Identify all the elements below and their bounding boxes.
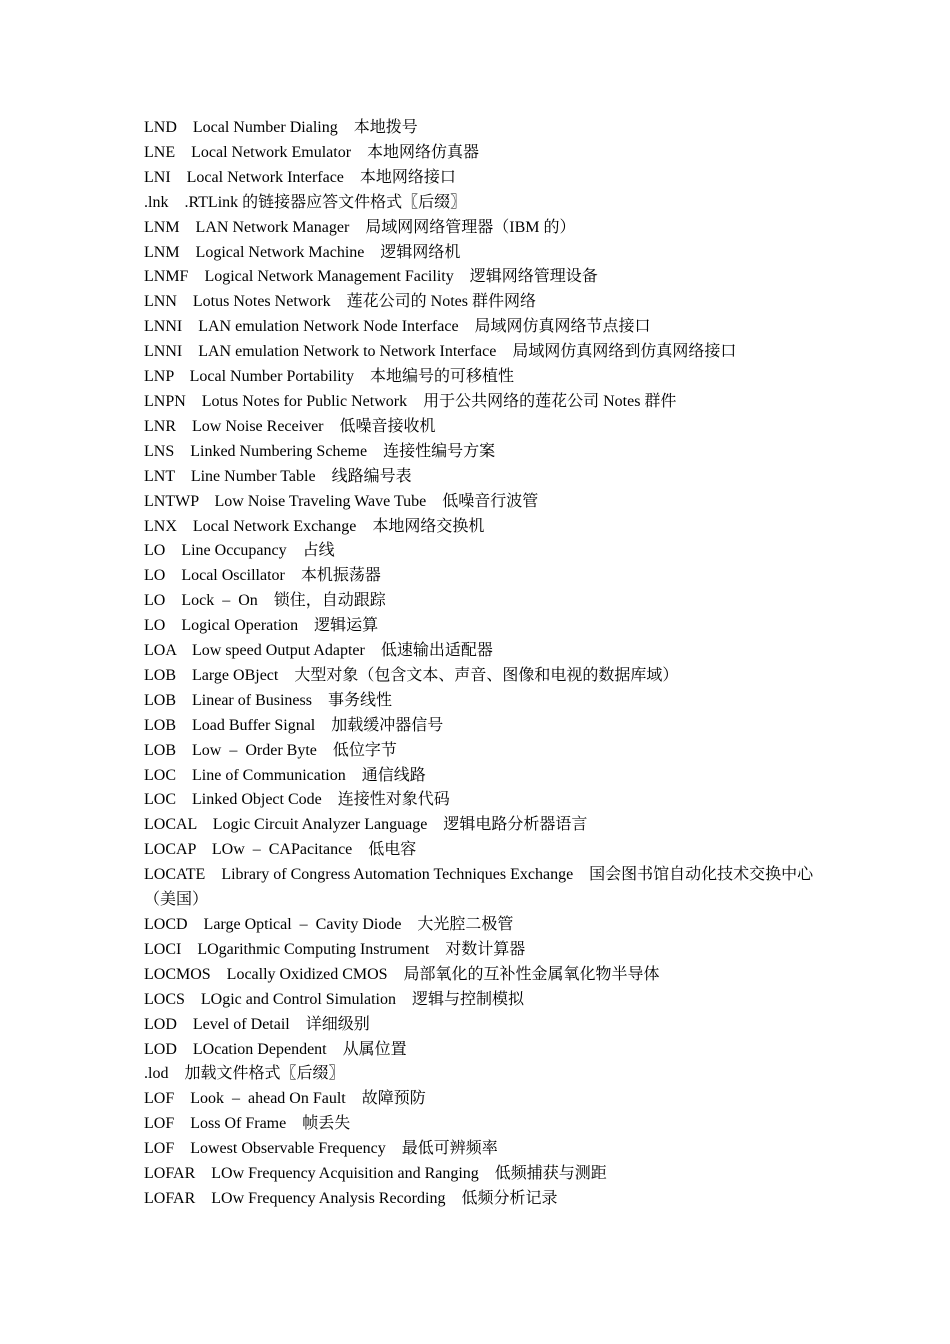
glossary-entry: LOC Line of Communication 通信线路: [144, 766, 426, 784]
glossary-entry: LOCMOS Locally Oxidized CMOS 局部氧化的互补性金属氧化物半导体: [144, 965, 660, 983]
glossary-entry: LOFAR LOw Frequency Analysis Recording 低频分析记录: [144, 1189, 558, 1207]
glossary-entry: LO Lock – On 锁住，自动跟踪: [144, 592, 386, 610]
glossary-entry-list: [144, 116, 824, 1212]
glossary-entry: LO Local Oscillator 本机振荡器: [144, 567, 381, 585]
glossary-entry: LOB Large OBject 大型对象（包含文本、声音、图像和电视的数据库域）: [144, 666, 679, 684]
glossary-entry: LOCI LOgarithmic Computing Instrument 对数计算器: [144, 940, 526, 958]
glossary-entry: .lnk .RTLink 的链接器应答文件格式〖后缀〗: [144, 193, 467, 211]
glossary-entry: LND Local Number Dialing 本地拨号: [144, 119, 418, 136]
glossary-entry: LNN Lotus Notes Network 莲花公司的 Notes 群件网络: [144, 293, 536, 311]
glossary-entry: LO Logical Operation 逻辑运算: [144, 617, 379, 635]
glossary-entry: LOC Linked Object Code 连接性对象代码: [144, 791, 450, 809]
glossary-entry: LNNI LAN emulation Network to Network Interface 局域网仿真网络到仿真网络接口: [144, 343, 737, 361]
glossary-entry: LOF Lowest Observable Frequency 最低可辨频率: [144, 1140, 498, 1158]
glossary-entry: LNE Local Network Emulator 本地网络仿真器: [144, 143, 480, 161]
glossary-entry: LOCAP LOw – CAPacitance 低电容: [144, 841, 417, 859]
glossary-entry: LNI Local Network Interface 本地网络接口: [144, 168, 456, 186]
glossary-entry: LNS Linked Numbering Scheme 连接性编号方案: [144, 442, 496, 460]
glossary-entry: LNT Line Number Table 线路编号表: [144, 467, 412, 485]
glossary-entry: LOCATE Library of Congress Automation Techniques Exchange 国会图书馆自动化技术交换中心（美国）: [144, 866, 814, 909]
glossary-entry: LOD Level of Detail 详细级别: [144, 1015, 370, 1033]
glossary-entry: LOF Loss Of Frame 帧丢失: [144, 1115, 351, 1133]
glossary-entry: LOCD Large Optical – Cavity Diode 大光腔二极管: [144, 916, 514, 933]
glossary-entry: LOB Load Buffer Signal 加载缓冲器信号: [144, 716, 444, 734]
glossary-entry: LNM Logical Network Machine 逻辑网络机: [144, 243, 461, 261]
glossary-entry: LOB Low – Order Byte 低位字节: [144, 741, 397, 759]
glossary-entry: LNPN Lotus Notes for Public Network 用于公共网络的莲花公司 Notes 群件: [144, 392, 677, 410]
glossary-entry: LNX Local Network Exchange 本地网络交换机: [144, 517, 485, 535]
glossary-entry: LNM LAN Network Manager 局域网网络管理器（IBM 的）: [144, 218, 576, 236]
glossary-entry: LNMF Logical Network Management Facility 逻辑网络管理设备: [144, 268, 598, 286]
glossary-entry: LO Line Occupancy 占线: [144, 542, 335, 560]
glossary-entry: LOCAL Logic Circuit Analyzer Language 逻辑电路分析器语言: [144, 816, 588, 834]
glossary-entry: LOD LOcation Dependent 从属位置: [144, 1040, 407, 1058]
glossary-entry: LNNI LAN emulation Network Node Interface 局域网仿真网络节点接口: [144, 318, 651, 336]
glossary-entry: LNTWP Low Noise Traveling Wave Tube 低噪音行波管: [144, 492, 539, 510]
glossary-entry: LOA Low speed Output Adapter 低速输出适配器: [144, 642, 493, 660]
glossary-entry: LNR Low Noise Receiver 低噪音接收机: [144, 417, 436, 435]
glossary-entry: .lod 加载文件格式〖后缀〗: [144, 1065, 345, 1083]
glossary-entry: LOCS LOgic and Control Simulation 逻辑与控制模拟: [144, 990, 524, 1008]
glossary-entry: LOF Look – ahead On Fault 故障预防: [144, 1090, 426, 1108]
glossary-entry: LOB Linear of Business 事务线性: [144, 691, 392, 709]
glossary-entry: LNP Local Number Portability 本地编号的可移植性: [144, 368, 515, 386]
glossary-entry: LOFAR LOw Frequency Acquisition and Ranging 低频捕获与测距: [144, 1165, 607, 1183]
